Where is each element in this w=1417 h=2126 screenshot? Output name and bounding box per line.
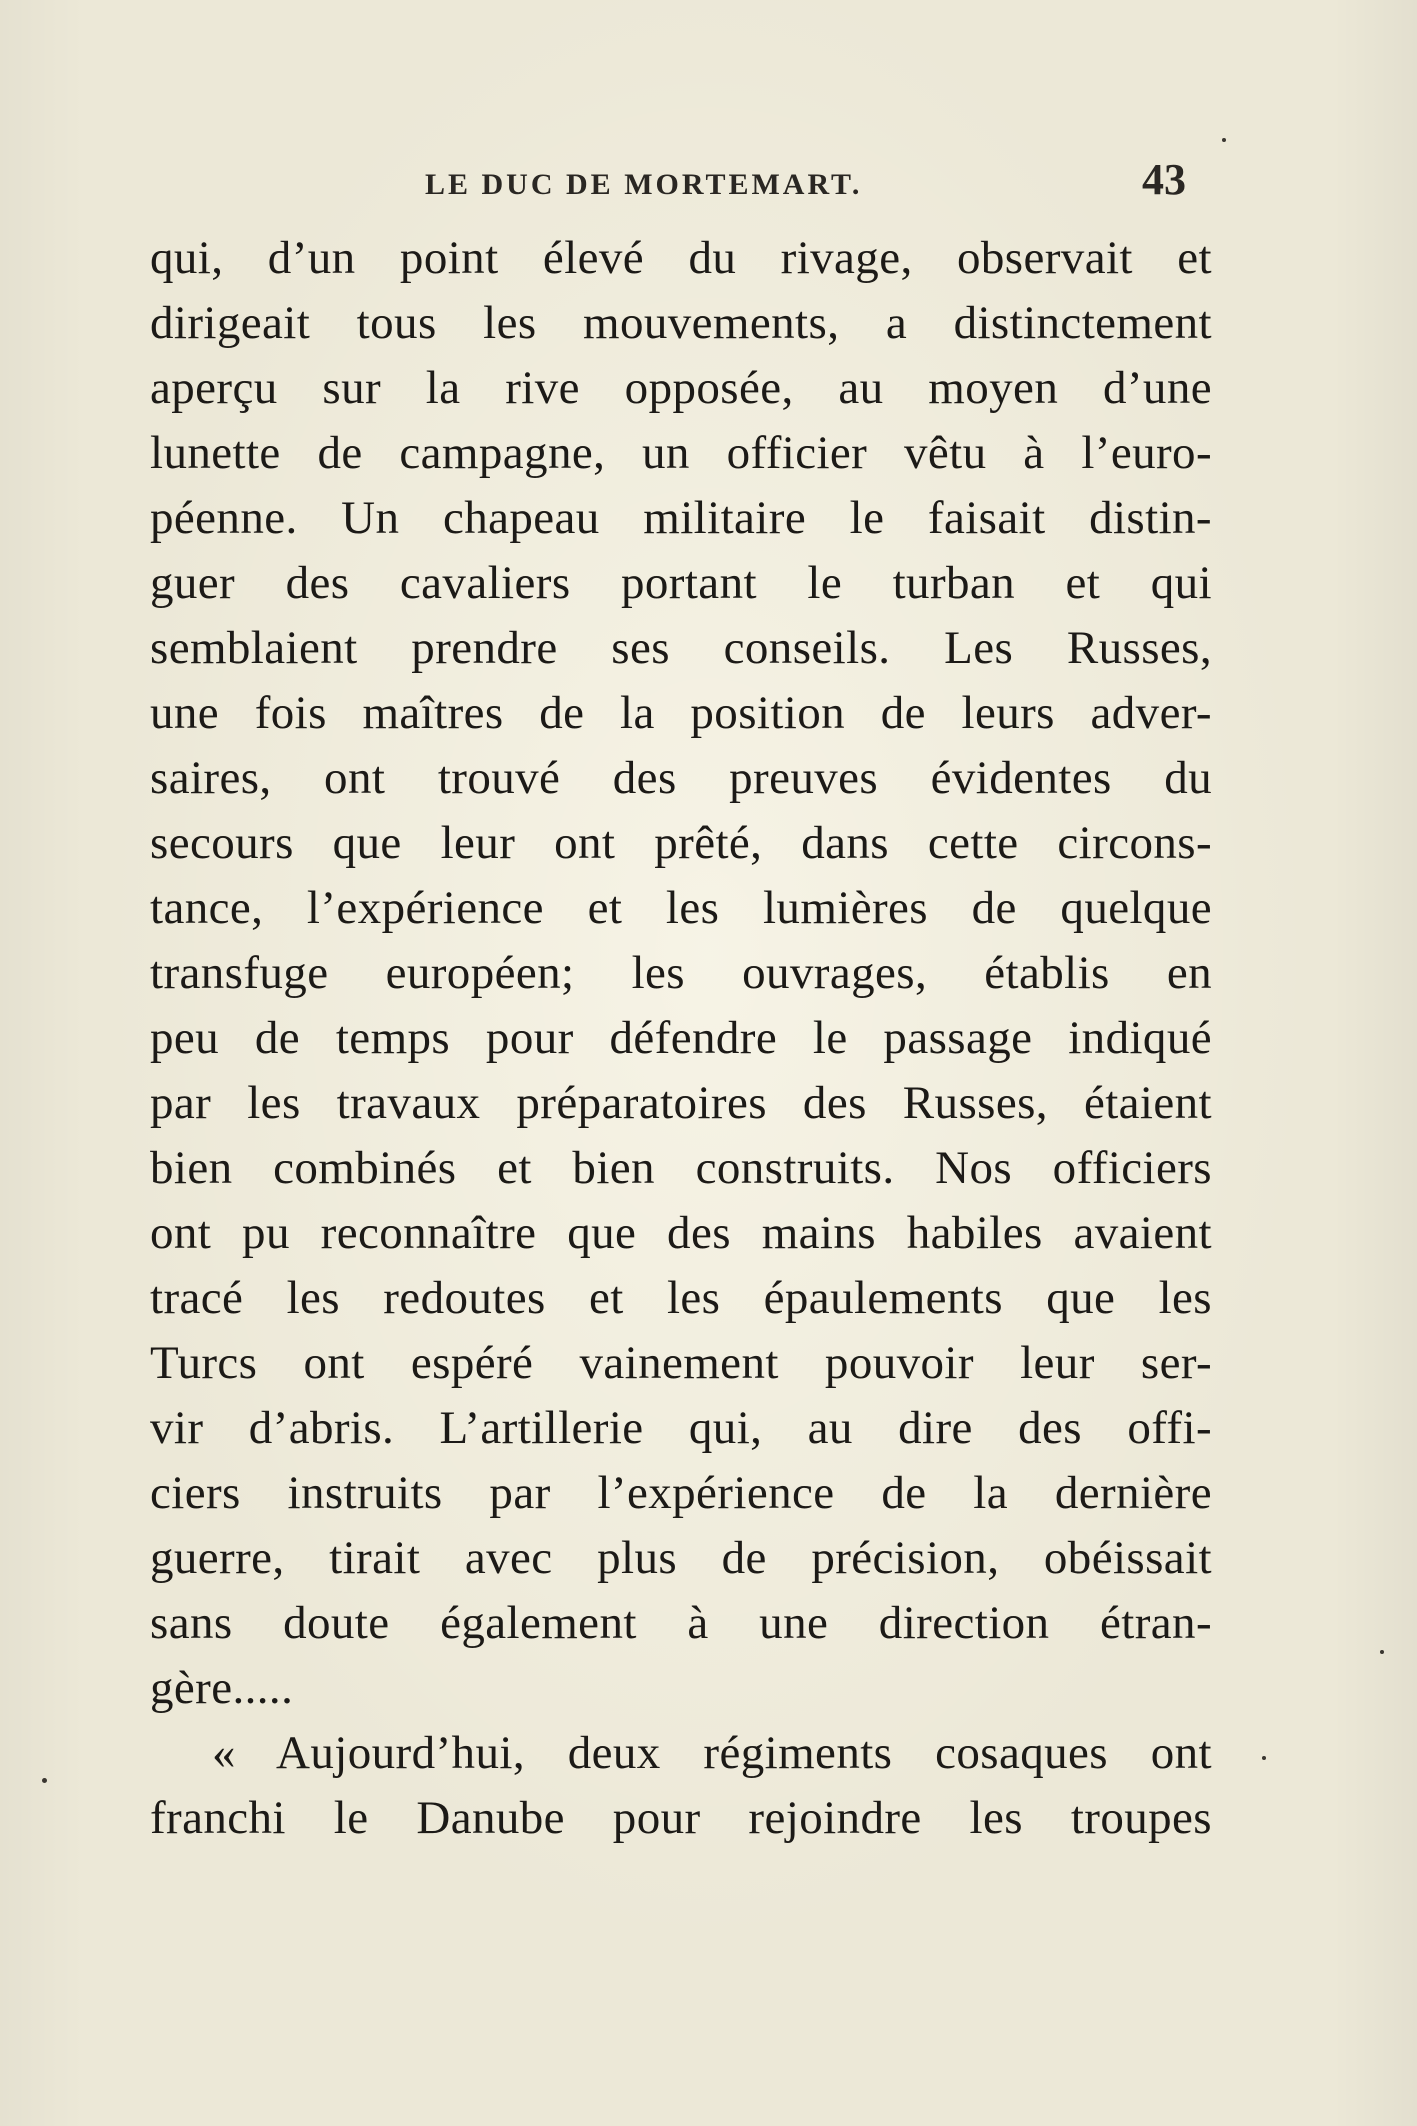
- running-head: [150, 152, 1200, 202]
- text-line: saires, ont trouvé des preuves évidentes du: [150, 752, 1212, 804]
- text-line: guerre, tirait avec plus de précision, obéissait: [150, 1532, 1212, 1584]
- text-line: bien combinés et bien construits. Nos officiers: [150, 1142, 1212, 1194]
- text-line: Turcs ont espéré vainement pouvoir leur ser-: [150, 1337, 1212, 1389]
- paper-speck: [1380, 1650, 1384, 1654]
- text-line: guer des cavaliers portant le turban et qui: [150, 557, 1212, 609]
- text-line: péenne. Un chapeau militaire le faisait distin-: [150, 492, 1212, 544]
- text-line: vir d’abris. L’artillerie qui, au dire des offi-: [150, 1402, 1212, 1454]
- paper-speck: [1222, 138, 1226, 142]
- text-line: gère.....: [150, 1662, 294, 1714]
- text-line: dirigeait tous les mouvements, a distinctement: [150, 297, 1212, 349]
- text-line: tracé les redoutes et les épaulements que les: [150, 1272, 1212, 1324]
- text-line: peu de temps pour défendre le passage indiqué: [150, 1012, 1212, 1064]
- text-line: tance, l’expérience et les lumières de quelque: [150, 882, 1212, 934]
- text-line: ont pu reconnaître que des mains habiles avaient: [150, 1207, 1212, 1259]
- text-line: une fois maîtres de la position de leurs adver-: [150, 687, 1212, 739]
- text-line: secours que leur ont prêté, dans cette circons-: [150, 817, 1212, 869]
- text-line: transfuge européen; les ouvrages, établis en: [150, 947, 1212, 999]
- page-number: 43: [1142, 155, 1186, 204]
- paper-speck: [42, 1778, 47, 1783]
- text-line: lunette de campagne, un officier vêtu à l’euro-: [150, 427, 1212, 479]
- text-line: par les travaux préparatoires des Russes, étaient: [150, 1077, 1212, 1129]
- body-text: [150, 226, 1212, 1851]
- text-line: semblaient prendre ses conseils. Les Russes,: [150, 622, 1212, 674]
- text-line: sans doute également à une direction étran-: [150, 1597, 1212, 1649]
- text-line: ciers instruits par l’expérience de la dernière: [150, 1467, 1212, 1519]
- text-line: aperçu sur la rive opposée, au moyen d’une: [150, 362, 1212, 414]
- text-line: qui, d’un point élevé du rivage, observait et: [150, 232, 1212, 284]
- running-title: LE DUC DE MORTEMART.: [425, 168, 863, 201]
- text-line: franchi le Danube pour rejoindre les troupes: [150, 1792, 1212, 1844]
- paper-speck: [1262, 1756, 1266, 1760]
- paragraph-start-line: « Aujourd’hui, deux régiments cosaques ont: [212, 1727, 1212, 1779]
